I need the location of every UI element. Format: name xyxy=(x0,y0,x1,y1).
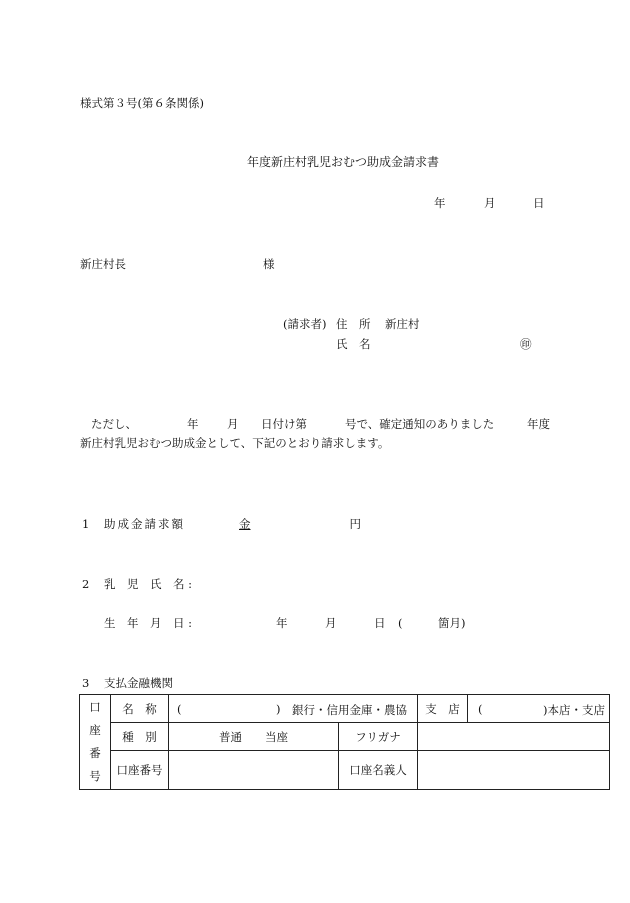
vertical-char-3: 番 xyxy=(89,746,101,760)
furigana-field[interactable] xyxy=(418,723,610,751)
item-3-number: 3 xyxy=(82,676,90,690)
account-type-label: 種 別 xyxy=(111,723,169,751)
claimant-address-value: 新庄村 xyxy=(385,317,420,331)
account-number-label: 口座番号 xyxy=(111,751,169,790)
birth-month: 月 xyxy=(325,616,337,630)
institution-types: 銀行・信用金庫・農協 xyxy=(292,703,407,717)
body-day-suffix: 日付け第 xyxy=(261,417,307,431)
addressee-name: 新庄村長 xyxy=(80,257,126,271)
body-year: 年 xyxy=(187,417,199,431)
bank-name-open-paren: ( xyxy=(177,702,182,716)
account-holder-field[interactable] xyxy=(418,751,610,790)
bank-name-label: 名 称 xyxy=(111,695,169,723)
vertical-char-4: 号 xyxy=(89,769,101,783)
claimant-name-label: 氏 名 xyxy=(336,337,371,351)
body-start: ただし、 xyxy=(91,417,137,431)
document-title: 年度新庄村乳児おむつ助成金請求書 xyxy=(247,155,440,169)
birth-year: 年 xyxy=(276,616,288,630)
bank-name-field[interactable] xyxy=(169,695,418,723)
addressee-honorific: 様 xyxy=(263,257,275,271)
body-line-2: 新庄村乳児おむつ助成金として、下記のとおり請求します。 xyxy=(80,436,390,450)
claimant-label: (請求者) xyxy=(283,317,327,331)
bank-name-close-paren: ) xyxy=(276,702,281,716)
birth-day: 日 xyxy=(374,616,386,630)
age-open-paren: ( xyxy=(398,616,403,630)
item-2-number: 2 xyxy=(82,577,90,591)
body-fiscal-year: 年度 xyxy=(527,417,550,431)
account-holder-label: 口座名義人 xyxy=(339,751,418,790)
account-type-options[interactable]: 普通 当座 xyxy=(169,723,339,751)
bank-account-table xyxy=(79,694,610,790)
amount-label: 助成金請求額 xyxy=(104,517,185,531)
item-1-number: 1 xyxy=(82,517,90,531)
date-day: 日 xyxy=(533,196,545,210)
vertical-char-1: 口 xyxy=(89,700,101,714)
amount-field xyxy=(239,519,361,531)
account-number-field[interactable] xyxy=(169,751,339,790)
amount-suffix: 円 xyxy=(349,517,361,531)
branch-open-paren: ( xyxy=(478,702,483,716)
birth-date-label: 生 年 月 日 : xyxy=(104,616,193,630)
branch-field[interactable] xyxy=(468,695,610,723)
date-month: 月 xyxy=(484,196,496,210)
vertical-char-2: 座 xyxy=(89,723,101,737)
date-year: 年 xyxy=(434,196,446,210)
seal-mark: ㊞ xyxy=(520,337,532,351)
furigana-label: フリガナ xyxy=(339,723,418,751)
branch-label: 支 店 xyxy=(418,695,468,723)
body-month: 月 xyxy=(227,417,239,431)
form-number: 様式第３号(第６条関係) xyxy=(80,96,204,110)
account-vertical-label xyxy=(80,695,111,790)
claimant-address-label: 住 所 xyxy=(336,317,371,331)
bank-section-label: 支払金融機関 xyxy=(104,676,173,690)
body-number-suffix: 号で、確定通知のありました xyxy=(345,417,495,431)
amount-prefix: 金 xyxy=(239,517,251,531)
age-unit: 箇月) xyxy=(438,616,466,630)
infant-name-label: 乳 児 氏 名 : xyxy=(104,577,193,591)
branch-types: )本店・支店 xyxy=(543,703,605,717)
